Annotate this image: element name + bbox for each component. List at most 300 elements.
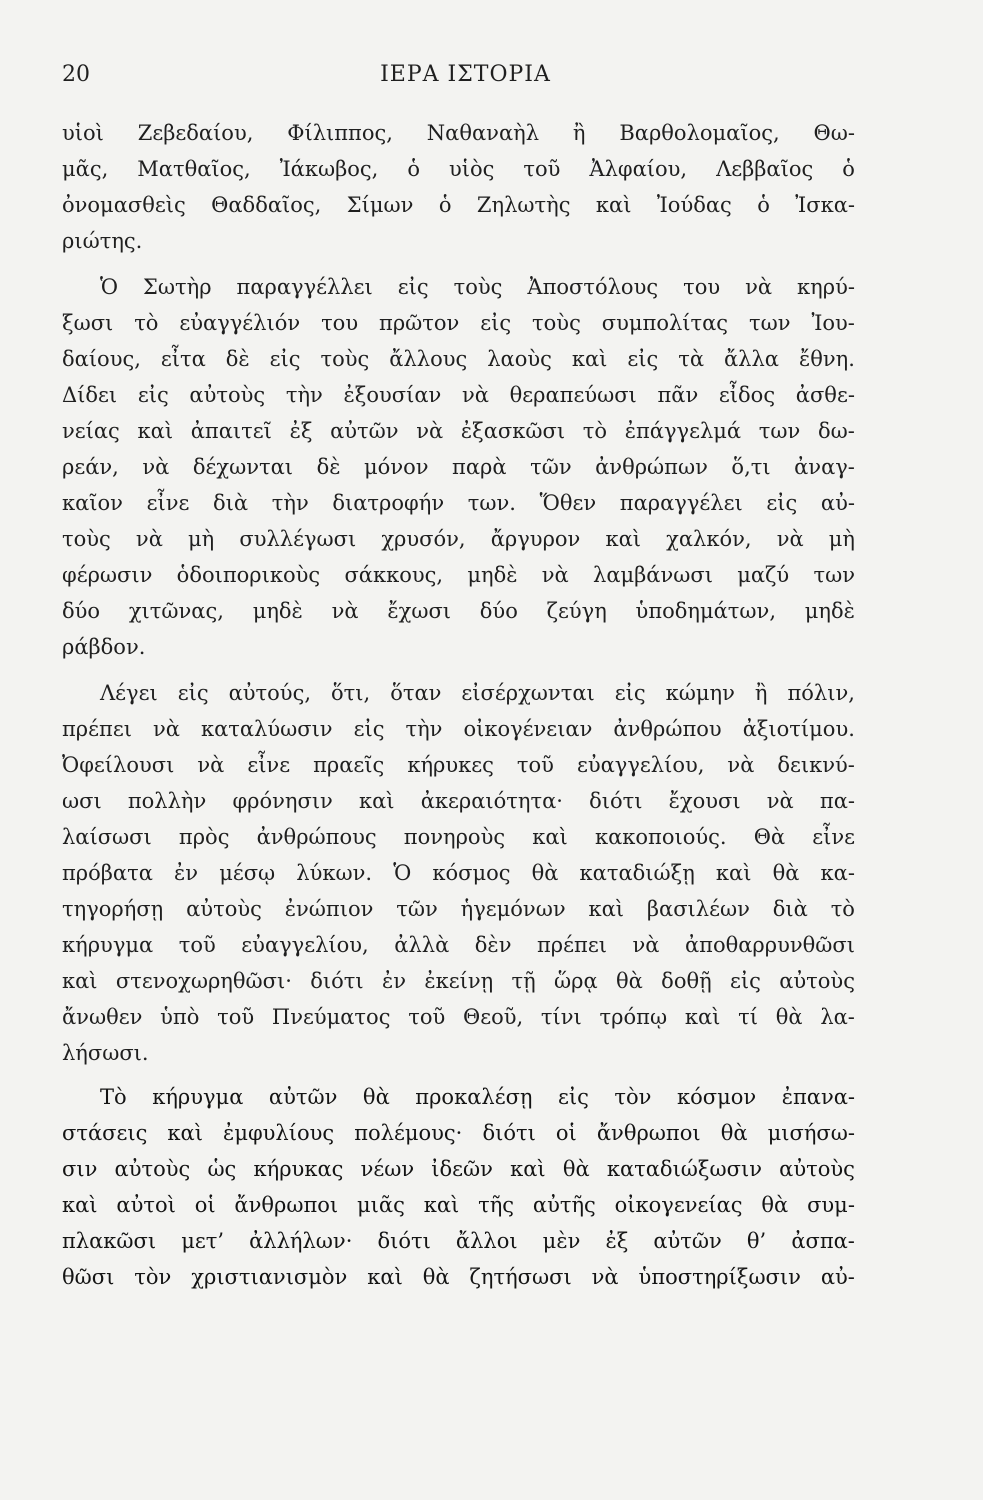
word: στενοχωρηθῶσι· [115,969,292,993]
word: εἰς [730,969,761,993]
word: καὶ [367,1265,403,1289]
word: δέχωνται [192,455,294,479]
word: παρὰ [452,455,507,479]
word: τὴν [271,491,309,515]
word: Ἰάκωβος, [279,157,379,181]
word: οἰκογενείας [614,1193,743,1217]
word: καὶ [715,861,752,885]
word: ἐν [381,969,406,993]
word: Ζεβεδαίου, [137,121,254,145]
word: Ἀποστόλους [527,275,659,299]
text-line [62,413,855,449]
word: αὐτοὺς [779,1157,855,1181]
text-line [100,675,855,711]
word: αὐτούς, [228,681,312,705]
text-line [62,891,855,927]
word: εἰς [766,491,798,515]
text-line [62,593,855,629]
word: Τὸ [100,1085,127,1109]
word: καὶ [571,347,608,371]
word: δύο [62,599,101,623]
word: ἐνώπιον [284,897,374,921]
word: νὰ [142,455,170,479]
word: καταδιώξῃ [579,861,695,885]
word: λα- [820,1005,855,1029]
word: τὸ [134,311,159,335]
word: καὶ [167,1121,203,1145]
word: ξωσι [62,311,114,335]
word: νὰ [632,933,660,957]
word: ὁ [842,157,855,181]
word: τοῦ [408,1005,446,1029]
word: κόσμον [676,1085,757,1109]
word: παραγγέλλει [236,275,373,299]
word: κακοποιούς. [594,825,727,849]
text-line [100,1079,855,1115]
word: τοῦ [523,157,561,181]
paragraph [62,115,855,259]
word: εἰς [137,383,169,407]
word: διότι [589,789,643,813]
word: καὶ [532,825,568,849]
word: καὶ [595,193,632,217]
word: Ὁ [100,275,119,299]
word: συμπολίτας [601,311,729,335]
word: ἢ [572,121,586,145]
word: καὶ [684,1005,721,1029]
word: πλακῶσι [62,1229,157,1253]
word: προκαλέσῃ [415,1085,533,1109]
word: τοὺς [320,347,370,371]
word: αὐ- [820,1265,855,1289]
word: υἱοὶ [62,121,104,145]
word: ὁ [757,193,770,217]
word: ἄλλα [724,347,779,371]
word: ὑποστηρίξωσιν [638,1265,801,1289]
word: τῆς [478,1193,515,1217]
text-line [62,377,855,413]
word: κώμην [665,681,735,705]
word: νὰ [766,789,794,813]
word: αὐτῆς [532,1193,596,1217]
word: ὁ [407,157,420,181]
word: μηδὲ [804,599,855,623]
word: Ὅθεν [539,491,597,515]
word: συλλέγωσι [239,527,357,551]
word: θὰ [775,1005,803,1029]
word: θὰ [362,1085,390,1109]
word: θὰ [761,1193,789,1217]
word: διὰ [772,897,808,921]
word: νὰ [541,563,569,587]
word: συμ- [807,1193,855,1217]
running-title: ΙΕΡΑ ΙΣΤΟΡΙΑ [380,62,551,87]
word: αὐτοὺς [114,1157,191,1181]
word: θὰ [616,969,643,993]
word: Ἰσκα- [795,193,855,217]
word: εἰς [558,1085,589,1109]
word: ἀποθαρρυνθῶσι [684,933,855,957]
text-line [62,115,855,151]
text-line [62,999,855,1035]
word: τὰ [678,347,705,371]
word: τὸ [582,419,608,443]
word: θῶσι [62,1265,115,1289]
word: αὐτοὺς [779,969,855,993]
text-line [62,747,855,783]
word: ἀλλὰ [394,933,450,957]
word: Λεββαῖος [716,157,814,181]
text-line [62,305,855,341]
word: αὐτοὺς [186,897,262,921]
text-line [62,783,855,819]
word: τὴν [405,717,443,741]
word: Ναθαναὴλ [426,121,540,145]
word: εὐαγγέλιόν [179,311,301,335]
word: πραεῖς [313,753,385,777]
word: Θὰ [753,825,786,849]
word: νὰ [591,1265,619,1289]
word: ἄνθρωποι [596,1121,701,1145]
text-line [62,341,855,377]
word: ἀσθε- [795,383,855,407]
word: εἰς [614,681,646,705]
word: Βαρθολομαῖος, [619,121,780,145]
word: δύο [479,599,518,623]
word: καῖον [62,491,123,515]
word: πρέπει [62,717,132,741]
word: ἄνθρωποι [234,1193,339,1217]
word: ἄλλους [389,347,468,371]
word: Σωτὴρ [143,275,212,299]
word: καταδιώξωσιν [606,1157,762,1181]
word: τοὺς [453,275,503,299]
word: καὶ [510,1157,546,1181]
word: πρὸς [178,825,230,849]
word: ὅταν [390,681,442,705]
word: ωσι [62,789,102,813]
word: οἱ [194,1193,216,1217]
word: χαλκόν, [666,527,752,551]
word: εἰς [397,275,429,299]
word: ὡς [207,1157,237,1181]
word: εἶδος [718,383,776,407]
word: οἱ [555,1121,577,1145]
word: τῶν [530,455,572,479]
word: εἰς [269,347,301,371]
word: ἀνθρώπου [613,717,722,741]
text-line [62,521,855,557]
word: ἐξασκῶσι [460,419,566,443]
text-line [62,485,855,521]
word: ὑποδημάτων, [635,599,776,623]
word: φέρωσιν [62,563,153,587]
word: μιᾶς [357,1193,405,1217]
word: καταλύωσιν [200,717,333,741]
word: τῶν [396,897,438,921]
word: τῇ [511,969,536,993]
word: εἶνε [247,753,291,777]
word: ἐπανα- [781,1085,855,1109]
word: ἀνθρώπων [595,455,708,479]
word: μέσῳ [219,861,276,885]
word: των [813,563,855,587]
word: πονηροὺς [403,825,506,849]
word: καὶ [605,527,641,551]
word: κήρυκας [253,1157,344,1181]
word: ἐπάγγελμά [624,419,742,443]
word: διότι [310,969,364,993]
word: δοθῇ [661,969,712,993]
word: λαμβάνωσι [593,563,713,587]
word: εἶνε [812,825,855,849]
word: πᾶν [657,383,699,407]
word: ἔχωσι [387,599,452,623]
word: Ὀφείλουσι [62,753,175,777]
word: αὐτοὶ [116,1193,176,1217]
word: αὐτοὺς [189,383,266,407]
word: ἄλλοι [455,1229,518,1253]
word: εὐαγγελίου, [241,933,369,957]
word: καὶ [588,897,625,921]
word: εἰς [627,347,659,371]
word: ἄργυρον [490,527,581,551]
word: μετ’ [181,1229,225,1253]
word: πρέπει [537,933,607,957]
word: διατροφήν [332,491,445,515]
word: τοῦ [516,753,554,777]
word: Ἰούδας [656,193,732,217]
word: στάσεις [62,1121,148,1145]
word: πρῶτον [379,311,460,335]
word: ἐκείνῃ [424,969,494,993]
word: ἀξιοτίμου. [742,717,855,741]
word: τί [738,1005,758,1029]
word: μηδὲ [467,563,518,587]
word: του [683,275,721,299]
word: δὲν [474,933,512,957]
word: ἀναγ- [794,455,855,479]
word: πόλιν, [787,681,855,705]
word: Ἰου- [811,311,855,335]
word: νὰ [727,753,755,777]
word: παραγγέλει [619,491,743,515]
word: διότι [377,1229,431,1253]
word: φρόνησιν [232,789,333,813]
word: ἐν [174,861,199,885]
word: τηγορήσῃ [62,897,164,921]
word: εἰς [353,717,385,741]
word: εὐαγγελίου, [576,753,705,777]
word: ὅ,τι [731,455,771,479]
word: Θω- [813,121,855,145]
word: τοὺς [532,311,581,335]
word: νὰ [152,717,180,741]
word: χριστιανισμὸν [191,1265,348,1289]
word: χρυσόν, [381,527,466,551]
word: νὰ [745,275,773,299]
text-line [62,151,855,187]
word: κηρύ- [797,275,855,299]
word: αὐτῶν [268,1085,338,1109]
word: Ὁ [393,861,412,885]
word: Λέγει [100,681,158,705]
word: καὶ [62,1193,98,1217]
word: ἀνθρώπους [256,825,377,849]
word: ἀπαιτεῖ [190,419,272,443]
word: μόνον [364,455,429,479]
word: θὰ [531,861,559,885]
text-line [62,1115,855,1151]
word: Δίδει [62,383,118,407]
body-text [62,115,855,1295]
word: ὅτι, [331,681,371,705]
word: λαίσωσι [62,825,152,849]
word: αὐτῶν [653,1229,722,1253]
word: εἰσέρχωνται [461,681,595,705]
text-line [62,1223,855,1259]
word: οἰκογένειαν [463,717,593,741]
paragraph [62,675,855,1071]
word: ἐμφυλίους [223,1121,335,1145]
word: τὸν [614,1085,652,1109]
word: Πνεύματος [271,1005,391,1029]
word: κα- [820,861,855,885]
word: Φίλιππος, [287,121,393,145]
word: τίνι [540,1005,582,1029]
word: τοῦ [217,1005,255,1029]
word: ἄνωθεν [62,1005,143,1029]
word: τρόπῳ [599,1005,668,1029]
word: θὰ [562,1157,590,1181]
word: ἀλλήλων· [249,1229,353,1253]
text-line [62,449,855,485]
word: δεικνύ- [777,753,855,777]
word: λαοὺς [487,347,552,371]
word: Ζηλωτὴς [476,193,571,217]
word: κόσμος [432,861,511,885]
text-line [62,963,855,999]
word: ρεάν, [62,455,119,479]
word: θεραπεύωσι [509,383,637,407]
word: μαζύ [737,563,790,587]
word: ἀσπα- [791,1229,855,1253]
text-line [62,819,855,855]
word: Ματθαῖος, [137,157,251,181]
word: διότι [482,1121,536,1145]
word: θὰ [422,1265,450,1289]
word: νὰ [461,383,489,407]
paragraph [62,269,855,665]
word: μηδὲ [252,599,303,623]
text-line [100,269,855,305]
word: των [758,419,801,443]
word: ἐξουσίαν [343,383,442,407]
word: εἶνε [146,491,190,515]
word: ὥρᾳ [554,969,598,993]
text-line [62,1187,855,1223]
word: ἀκεραιότητα· [420,789,563,813]
word: σάκκους, [344,563,444,587]
word: εἶτα [160,347,206,371]
word: αὐ- [820,491,855,515]
word: τὸ [830,897,855,921]
word: νὰ [197,753,225,777]
text-line [62,557,855,593]
word: δὲ [316,455,341,479]
word: τὸν [134,1265,172,1289]
running-header [62,58,855,92]
word: ἢ [754,681,768,705]
word: τοὺς [62,527,111,551]
word: τοῦ [178,933,216,957]
word: σιν [62,1157,98,1181]
text-line: ράβδον. [62,635,146,659]
text-line [62,187,855,223]
word: ὁδοιπορικοὺς [176,563,321,587]
word: ἰδεῶν [431,1157,493,1181]
word: νέων [360,1157,415,1181]
word: μισήσω- [767,1121,855,1145]
word: ἔχουσι [668,789,741,813]
text-line: λήσωσι. [62,1041,149,1065]
word: θ’ [746,1229,767,1253]
word: πα- [819,789,855,813]
word: ὀνομασθεὶς [62,193,186,217]
word: θὰ [772,861,800,885]
paragraph [62,1079,855,1295]
word: τὴν [285,383,323,407]
word: πρόβατα [62,861,153,885]
word: εἰς [480,311,512,335]
word: δαίους, [62,347,141,371]
word: εἰς [177,681,209,705]
word: λύκων. [296,861,373,885]
text-line [62,711,855,747]
word: ἐξ [605,1229,629,1253]
word: μᾶς, [62,157,109,181]
word: θὰ [720,1121,748,1145]
word: πολλὴν [127,789,207,813]
word: πολέμους· [354,1121,463,1145]
page-number: 20 [62,62,90,87]
text-line [62,855,855,891]
word: μὴ [188,527,215,551]
word: νὰ [776,527,804,551]
word: νὰ [331,599,359,623]
word: Θεοῦ, [462,1005,524,1029]
word: νείας [62,419,120,443]
text-line [62,1151,855,1187]
word: χιτῶνας, [128,599,224,623]
text-line [62,927,855,963]
word: νὰ [416,419,444,443]
word: ὁ [438,193,452,217]
word: καὶ [423,1193,460,1217]
word: ἔθνη. [798,347,855,371]
word: κήρυγμα [152,1085,244,1109]
word: νὰ [135,527,163,551]
word: δω- [817,419,855,443]
word: Ἀλφαίου, [589,157,688,181]
word: μὲν [542,1229,581,1253]
word: αὐτῶν [330,419,399,443]
word: κήρυγμα [62,933,154,957]
word: ὑπὸ [160,1005,200,1029]
word: Θαδδαῖος, [211,193,322,217]
word: ἡγεμόνων [460,897,566,921]
word: ζεύγη [546,599,607,623]
